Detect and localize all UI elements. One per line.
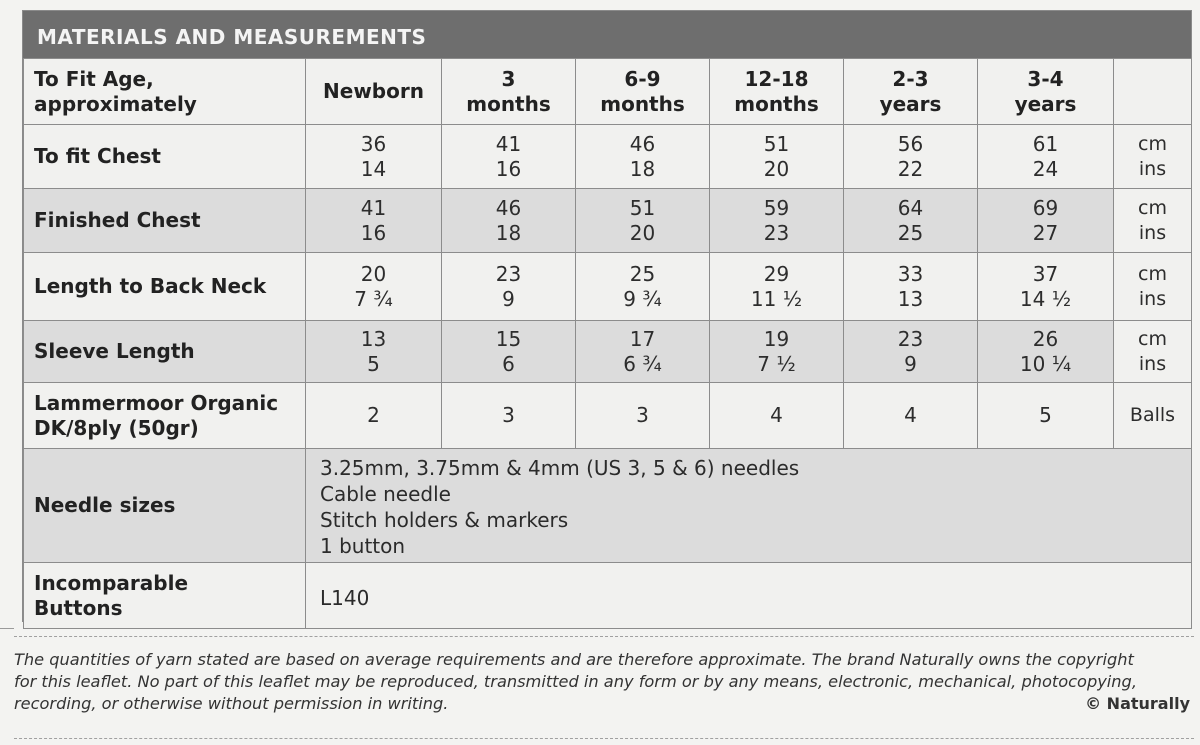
unit-cell: Balls: [1114, 383, 1192, 449]
row-label: To fit Chest: [24, 125, 306, 189]
row-label: Lammermoor Organic DK/8ply (50gr): [24, 383, 306, 449]
table-row: [24, 253, 1192, 321]
table-row: [24, 321, 1192, 383]
unit-cell: cm ins: [1114, 125, 1192, 189]
table-cell: 51 20: [576, 189, 710, 253]
table-cell: 19 7 ½: [710, 321, 844, 383]
table-cell: 2: [306, 383, 442, 449]
age-label: To Fit Age, approximately: [24, 59, 306, 125]
table-cell: 23 9: [442, 253, 576, 321]
table-row-buttons: [24, 563, 1192, 629]
table-cell: 3: [442, 383, 576, 449]
row-label: Needle sizes: [24, 449, 306, 563]
unit-cell: cm ins: [1114, 253, 1192, 321]
table-cell: 46 18: [442, 189, 576, 253]
table-row-needles: [24, 449, 1192, 563]
button-code: L140: [306, 563, 1192, 629]
size-header: 3-4 years: [978, 59, 1114, 125]
table-cell: 4: [844, 383, 978, 449]
divider: [14, 636, 1194, 637]
table-cell: 15 6: [442, 321, 576, 383]
size-header: 12-18 months: [710, 59, 844, 125]
table-cell: 61 24: [978, 125, 1114, 189]
row-label: Length to Back Neck: [24, 253, 306, 321]
table-row: [24, 189, 1192, 253]
table-cell: 41 16: [442, 125, 576, 189]
table-row: [24, 125, 1192, 189]
needle-list: 3.25mm, 3.75mm & 4mm (US 3, 5 & 6) needles Cable needle Stitch holders & markers 1 button: [306, 449, 1192, 563]
row-label: Sleeve Length: [24, 321, 306, 383]
unit-cell: cm ins: [1114, 321, 1192, 383]
measurements-panel: [22, 10, 1192, 622]
unit-header: [1114, 59, 1192, 125]
row-label: Finished Chest: [24, 189, 306, 253]
table-cell: 4: [710, 383, 844, 449]
table-cell: 20 7 ¾: [306, 253, 442, 321]
table-cell: 59 23: [710, 189, 844, 253]
divider: [14, 738, 1194, 739]
table-cell: 26 10 ¼: [978, 321, 1114, 383]
table-cell: 56 22: [844, 125, 978, 189]
table-cell: 37 14 ½: [978, 253, 1114, 321]
section-title: MATERIALS AND MEASUREMENTS: [23, 11, 1191, 58]
table-cell: 5: [978, 383, 1114, 449]
table-cell: 17 6 ¾: [576, 321, 710, 383]
measurements-table: [23, 58, 1192, 629]
footer: [14, 636, 1194, 715]
table-cell: 69 27: [978, 189, 1114, 253]
table-cell: 13 5: [306, 321, 442, 383]
copyright-notice: The quantities of yarn stated are based on average requirements and are therefore approximate. The brand Naturally owns the copyright for this leaflet. No part of this leaflet may be reproduced, transmitted in any form or by any means, electronic, mechanical, photocopying, recording, or otherwise without permission in writing. © Naturally: [14, 650, 1190, 713]
table-row-header: [24, 59, 1192, 125]
table-cell: 64 25: [844, 189, 978, 253]
table-cell: 29 11 ½: [710, 253, 844, 321]
table-cell: 36 14: [306, 125, 442, 189]
size-header: Newborn: [306, 59, 442, 125]
brand-copyright: © Naturally: [1085, 694, 1190, 713]
margin-rule: [0, 628, 14, 629]
table-cell: 46 18: [576, 125, 710, 189]
unit-cell: cm ins: [1114, 189, 1192, 253]
size-header: 3 months: [442, 59, 576, 125]
table-cell: 41 16: [306, 189, 442, 253]
table-cell: 25 9 ¾: [576, 253, 710, 321]
row-label: Incomparable Buttons: [24, 563, 306, 629]
table-cell: 33 13: [844, 253, 978, 321]
size-header: 6-9 months: [576, 59, 710, 125]
table-row: [24, 383, 1192, 449]
table-cell: 51 20: [710, 125, 844, 189]
size-header: 2-3 years: [844, 59, 978, 125]
table-cell: 3: [576, 383, 710, 449]
table-cell: 23 9: [844, 321, 978, 383]
